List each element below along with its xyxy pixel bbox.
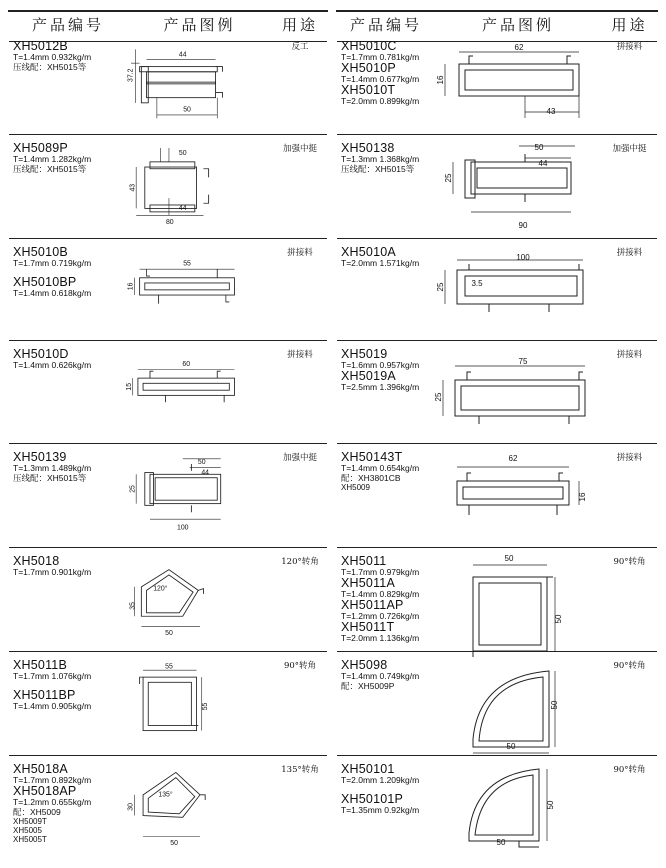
dimension-label: 16 [127,282,135,291]
profile-drawing [131,549,269,649]
dimension-label: 80 [165,218,174,226]
product-code: XH50143T [341,450,403,464]
dimension-label: 55 [201,702,209,711]
profile-outline [138,378,235,395]
product-code: XH50138 [341,141,395,155]
profile-outline [203,169,208,178]
dimension-label: 25 [436,282,445,292]
profile-outline [457,481,569,505]
product-code-cell [13,451,125,483]
spec-text: 配：XH5009 [13,807,61,817]
spec-text: T=1.7mm 0.979kg/m [341,567,420,577]
dimension-label: 50 [554,614,563,624]
usage-label: 拼接料 [287,248,313,258]
spec-text: T=2.0mm 1.209kg/m [341,775,420,785]
dimension-label: 50 [165,630,173,638]
product-code: XH50139 [13,450,67,464]
table-row [337,340,657,444]
product-code: XH5010B [13,245,68,259]
product-code: XH5010BP [13,275,77,289]
table-row [9,32,327,135]
product-code-cell [341,142,433,174]
dimension-label: 35 [129,602,137,610]
profile-drawing [131,653,269,753]
product-code: XH50101 [341,762,395,776]
spec-text: XH5009 [341,483,370,492]
table-row [337,547,657,652]
profile-outline [147,575,194,613]
profile-outline [147,269,150,276]
table-row [337,238,657,341]
profile-outline [519,841,539,847]
profile-outline [471,162,571,194]
product-code: XH5010C [341,39,397,53]
dimension-label: 50 [534,143,544,152]
usage-label: 90°转角 [283,661,317,671]
dimension-label: 30 [127,803,135,811]
table-row [337,443,657,548]
product-code: XH5019A [341,369,396,383]
dimension-label: 75 [518,357,528,366]
dimension-label: 50 [496,838,506,847]
profile-outline [198,589,203,594]
dimension-label: 50 [506,742,516,751]
dimension-label: 44 [178,205,187,213]
product-code: XH5018 [13,554,60,568]
profile-outline [455,380,585,416]
product-code: XH5011 [341,554,387,568]
profile-outline [469,56,473,64]
table-row [9,755,327,858]
profile-outline [140,67,218,72]
product-code-cell [341,246,433,268]
profile-outline [147,72,216,98]
spec-text: XH5009T [13,817,47,826]
spec-text: T=1.4mm 0.749kg/m [341,671,420,681]
profile-drawing [126,342,269,441]
spec-text: XH5005T [13,835,47,844]
dimension-label: 15 [126,382,133,391]
spec-text: T=1.6mm 0.957kg/m [341,360,420,370]
profile-outline [463,487,563,499]
profile-drawing [439,445,599,545]
product-code: XH5011A [341,576,395,590]
profile-outline [203,195,208,204]
spec-text: T=1.7mm 0.901kg/m [13,567,92,577]
spec-text: 配：XH5009P [341,681,395,691]
profile-outline [145,283,230,290]
product-code: XH5018AP [13,784,77,798]
product-code: XH5018A [13,762,68,776]
usage-label: 120°转角 [281,557,319,567]
profile-drawing [439,549,599,649]
usage-label: 90°转角 [613,661,646,671]
spec-text: T=1.4mm 0.829kg/m [341,589,420,599]
usage-label: 135°转角 [281,765,319,775]
profile-drawing [131,136,269,236]
table-row [337,134,657,239]
usage-label: 加强中挺 [612,144,647,154]
profile-outline [477,168,567,188]
dimension-label: 100 [516,253,530,262]
profile-outline [155,478,217,500]
product-code-cell [13,246,125,298]
header-figure: 产品图例 [163,17,236,34]
profile-outline [217,371,220,378]
product-code: XH50101P [341,792,404,806]
product-code-cell [13,40,125,72]
profile-outline [465,70,573,90]
dimension-label: 120° [153,585,168,593]
table-row [9,340,327,444]
spec-text: T=1.3mm 1.368kg/m [341,154,420,164]
profile-outline [148,682,191,725]
dimension-label: 44 [201,469,210,477]
profile-outline [200,795,205,800]
profile-outline [467,372,471,380]
product-code-cell [13,555,125,577]
spec-text: T=1.7mm 0.719kg/m [13,258,92,268]
profile-outline [143,383,229,390]
table-row [337,755,657,858]
spec-text: 压线配：XH5015等 [13,473,87,483]
product-code-cell [341,555,433,643]
dimension-label: 55 [183,260,191,268]
header-use: 用途 [281,17,318,34]
profile-outline [150,371,153,378]
spec-text: T=1.7mm 0.892kg/m [13,775,92,785]
spec-text: XH5005 [13,826,42,835]
product-code: XH5010T [341,83,396,97]
product-code: XH5012B [13,39,68,53]
spec-text: T=1.4mm 0.932kg/m [13,52,92,62]
dimension-label: 50 [546,800,555,810]
dimension-label: 100 [177,524,189,532]
table-row [9,238,327,341]
spec-text: T=2.0mm 1.571kg/m [341,258,420,268]
dimension-label: 25 [434,392,443,402]
dimension-label: 43 [129,183,137,192]
usage-label: 拼接料 [616,42,643,52]
profile-drawing [439,757,599,856]
dimension-label: 16 [436,75,445,85]
spec-text: T=1.3mm 1.489kg/m [13,463,92,473]
usage-label: 拼接料 [616,248,643,258]
dimension-label: 90 [518,221,528,230]
product-code-cell [341,40,433,106]
spec-text: T=2.0mm 1.136kg/m [341,633,420,643]
profile-outline [461,386,579,410]
spec-text: T=1.7mm 1.076kg/m [13,671,92,681]
dimension-label: 44 [538,159,548,168]
spec-text: T=1.2mm 0.726kg/m [341,611,420,621]
profile-drawing [434,342,599,441]
dimension-label: 25 [444,173,453,183]
profile-drawing [127,34,269,132]
profile-drawing [127,240,269,338]
profile-outline [141,570,198,617]
profile-drawing [439,653,599,753]
profile-outline [465,160,475,198]
spec-text: 压线配：XH5015等 [341,164,415,174]
usage-label: 拼接料 [287,350,313,360]
dimension-label: 44 [178,51,187,59]
header-figure: 产品图例 [481,17,554,34]
profile-outline [473,577,547,651]
profile-drawing [127,757,269,856]
spec-text: T=1.4mm 0.677kg/m [341,74,420,84]
product-code: XH5010P [341,61,396,75]
profile-outline [226,295,229,302]
product-code: XH5019 [341,347,388,361]
profile-outline [567,56,571,64]
dimension-label: 62 [514,43,524,52]
profile-outline [150,162,195,169]
profile-outline [559,473,563,481]
profile-outline [216,92,223,97]
usage-label: 90°转角 [613,765,646,775]
spec-text: T=1.7mm 0.781kg/m [341,52,420,62]
dimension-label: 50 [183,106,191,114]
table-row [9,547,327,652]
usage-label: 反工 [291,42,309,52]
spec-text: T=1.4mm 0.654kg/m [341,463,420,473]
product-code-cell [341,451,433,492]
dimension-label: 50 [550,700,559,710]
spec-text: 压线配：XH5015等 [13,62,87,72]
profile-outline [140,677,143,684]
product-code-cell [13,763,125,844]
dimension-label: 43 [546,107,556,116]
dimension-label: 25 [129,485,137,493]
dimension-label: 16 [578,492,587,502]
product-code-cell [341,659,433,691]
profile-drawing [436,34,599,132]
table-row [9,443,327,548]
profile-outline [143,677,196,730]
dimension-label: 50 [197,458,206,466]
spec-text: 配：XH3801CB [341,473,401,483]
profile-outline [479,677,543,741]
profile-outline [216,67,223,72]
usage-label: 拼接料 [616,453,643,463]
usage-label: 加强中挺 [282,144,317,154]
usage-label: 拼接料 [616,350,643,360]
usage-label: 加强中挺 [282,453,317,463]
profile-outline [150,474,221,503]
product-code: XH5010A [341,245,396,259]
product-code: XH5011AP [341,598,404,612]
profile-outline [459,64,579,96]
profile-outline [140,278,235,295]
profile-drawing [439,136,599,236]
header-code: 产品编号 [349,17,422,34]
product-code-cell [13,348,125,370]
profile-outline [469,769,539,841]
table-row [337,32,657,135]
product-code-cell [13,142,125,174]
product-code-cell [341,348,433,392]
product-code: XH5098 [341,658,388,672]
header-use: 用途 [611,17,648,34]
spec-text: T=2.5mm 1.396kg/m [341,382,420,392]
product-code: XH5089P [13,141,68,155]
spec-text: T=1.35mm 0.92kg/m [341,805,420,815]
profile-outline [467,473,471,481]
spec-text: T=1.4mm 1.282kg/m [13,154,92,164]
product-code: XH5011B [13,658,67,672]
header-code: 产品编号 [31,17,104,34]
left-catalog-table [8,10,328,847]
spec-text: 压线配：XH5015等 [13,164,87,174]
dimension-label: 50 [170,839,178,847]
profile-outline [145,473,154,506]
product-code: XH5011BP [13,688,76,702]
profile-outline [479,583,541,645]
dimension-label: 3.5 [471,279,483,288]
spec-text: T=2.0mm 0.899kg/m [341,96,420,106]
spec-text: T=1.4mm 0.618kg/m [13,288,92,298]
profile-outline [473,671,549,747]
spec-text: T=1.2mm 0.655kg/m [13,797,92,807]
dimension-label: 62 [508,454,518,463]
dimension-label: 50 [504,554,514,563]
spec-text: T=1.4mm 0.626kg/m [13,360,92,370]
table-row [9,651,327,756]
product-code-cell [341,763,433,815]
profile-outline [475,775,533,835]
product-code: XH5010D [13,347,69,361]
profile-drawing [436,240,599,338]
dimension-label: 60 [182,361,191,369]
dimension-label: 50 [178,149,187,157]
dimension-label: 55 [165,663,173,671]
dimension-label: 135° [158,791,173,799]
usage-label: 90°转角 [613,557,646,567]
product-code-cell [13,659,125,711]
dimension-label: 37.2 [127,68,135,82]
profile-drawing [131,445,269,545]
table-row [337,651,657,756]
table-row [9,134,327,239]
profile-outline [145,167,197,208]
spec-text: T=1.4mm 0.905kg/m [13,701,92,711]
profile-outline [147,82,216,84]
right-catalog-table [336,10,658,847]
profile-outline [579,372,583,380]
product-code: XH5011T [341,620,395,634]
